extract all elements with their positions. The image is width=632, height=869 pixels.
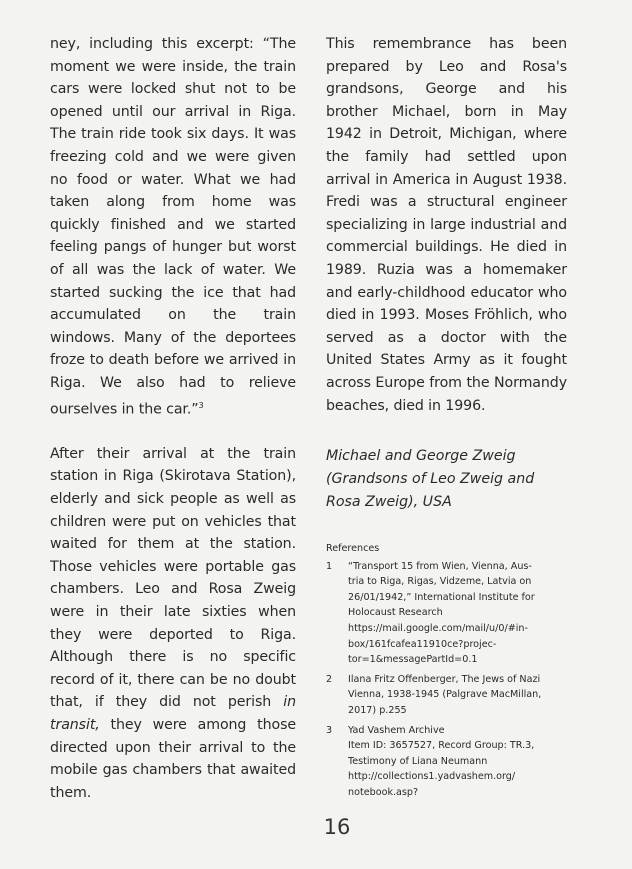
reference-item	[326, 672, 567, 719]
reference-link[interactable]: https://mail.google.com/mail/u/0/#in-	[348, 623, 528, 635]
references-title: References	[326, 543, 380, 555]
right-column	[326, 33, 567, 805]
reference-link[interactable]: tor=1&messagePartId=0.1	[348, 654, 478, 666]
italic-phrase: in transit,	[50, 694, 296, 733]
reference-number: 3	[326, 724, 333, 736]
paragraph-text: After their arrival at the train station in Riga (Skirotava Station), elderly and sick people as well as children were put on vehicles that waited for them at the station. Those vehicles were portable gas chambers. Leo and Rosa Zweig were in their late sixties when they were deported to Riga. Although there is no specific record of it, there can be no doubt that, if they did not perish	[50, 445, 296, 711]
reference-line: Vienna, 1938-1945 (Palgrave MacMillan,	[348, 689, 542, 701]
reference-item	[326, 559, 567, 668]
reference-line: Item ID: 3657527, Record Group: TR.3,	[348, 740, 535, 752]
reference-line: Yad Vashem Archive	[348, 724, 445, 736]
reference-line: “Transport 15 from Wien, Vienna, Aus-	[348, 560, 532, 572]
footnote-marker: 3	[198, 400, 204, 410]
reference-line: 2017) p.255	[348, 705, 407, 717]
reference-link[interactable]: http://collections1.yadvashem.org/	[348, 771, 516, 783]
body-paragraph	[50, 33, 296, 421]
signature-line: (Grandsons of Leo Zweig and	[326, 471, 535, 488]
reference-line: Testimony of Liana Neumann	[348, 755, 488, 767]
reference-link[interactable]: box/161fcafea11910ce?projec-	[348, 638, 497, 650]
reference-text	[348, 672, 567, 719]
body-paragraph: This remembrance has been prepared by Leo and Rosa's grandsons, George and his brother Michael, born in May 1942 in Detroit, Michigan, where the family had settled upon arrival in America in August 1938. Fredi was a structural engineer specializing in large industrial and commercial buildings. He died in 1989. Ruzia was a homemaker and early-childhood educator who died in 1993. Moses Fröhlich, who served as a doctor with the United States Army as it fought across Europe from the Normandy beaches, died in 1996.	[326, 36, 567, 414]
reference-text	[348, 559, 567, 668]
left-column	[50, 33, 296, 804]
page-number: 16	[323, 815, 351, 839]
reference-number: 2	[326, 673, 333, 685]
signature-line: Rosa Zweig), USA	[326, 494, 452, 511]
signature-line: Michael and George Zweig	[326, 448, 516, 465]
reference-line: Holocaust Research	[348, 607, 443, 619]
reference-text	[348, 723, 567, 801]
paragraph-text: ney, including this excerpt: “The moment we were inside, the train cars were locked shut not to be opened until our arrival in Riga. The train ride took six days. It was freezing cold and we were given no food or water. What we had taken along from home was quickly finished and we started feeling pangs of hunger but worst of all was the lack of water. We started sucking the ice that had accumulated on the train windows. Many of the deportees froze to death before we arrived in Riga. We also had to relieve ourselves in the car.”	[50, 36, 296, 418]
reference-item	[326, 723, 567, 801]
reference-line: 26/01/1942,” International Institute for	[348, 591, 535, 603]
paragraph-text: they were among those directed upon their arrival to the mobile gas chambers that awaited them.	[50, 716, 296, 801]
reference-number: 1	[326, 560, 333, 572]
reference-line: Ilana Fritz Offenberger, The Jews of Nazi	[348, 673, 541, 685]
reference-line: tria to Riga, Rigas, Vidzeme, Latvia on	[348, 576, 532, 588]
reference-link[interactable]: notebook.asp?	[348, 787, 419, 798]
signature-block	[326, 445, 567, 514]
references-section	[326, 541, 567, 801]
body-paragraph	[50, 443, 296, 805]
